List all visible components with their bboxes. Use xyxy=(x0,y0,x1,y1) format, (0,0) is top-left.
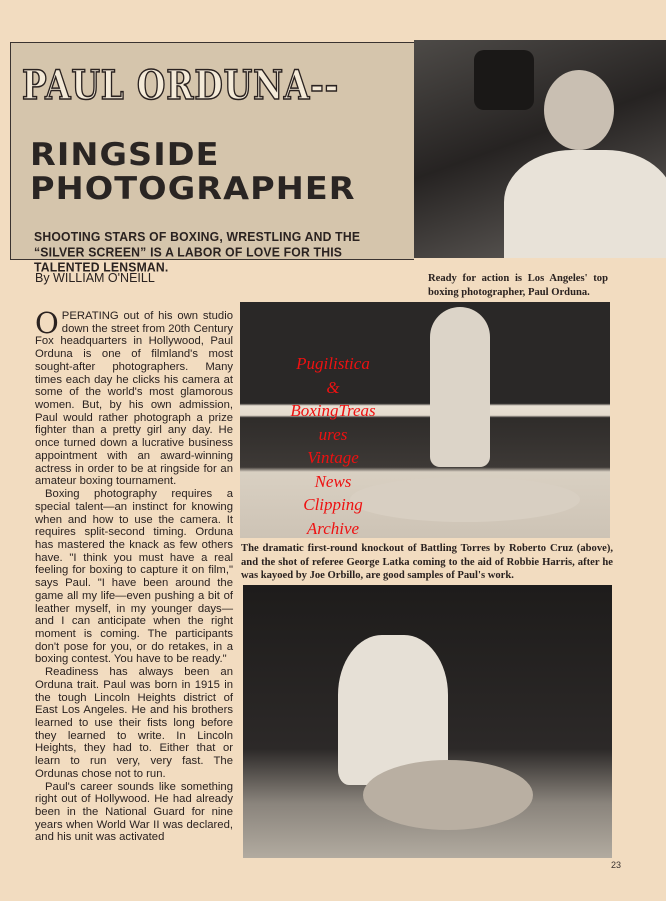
paragraph xyxy=(35,306,233,488)
caption-fight-photos: The dramatic first-round knockout of Battling Torres by Roberto Cruz (above), and the shot of referee George Latka coming to the aid of Robbie Harris, after he was kayoed by Joe Orbillo, are good samples of Paul's work. xyxy=(241,543,613,581)
watermark-line: Archive xyxy=(306,518,360,538)
watermark-line: Pugilistica xyxy=(296,354,370,373)
page-number: 23 xyxy=(611,860,622,870)
photo-figure-shirt xyxy=(504,150,666,258)
watermark-line: & xyxy=(326,377,340,397)
title-headline xyxy=(30,138,356,206)
photo-referee xyxy=(243,585,612,858)
byline: By WILLIAM O'NEILL xyxy=(35,271,155,285)
watermark-line: News xyxy=(314,471,352,491)
paragraph: Readiness has always been an Orduna trait. Paul was born in 1915 in the tough Lincoln Heights district of East Los Angeles. He and his brothers learned to use their fists long before they learned to write. In Lincoln Heights, they had to. Either that or learn to run very, very fast. The Ordunas chose not to run. xyxy=(35,666,233,780)
caption-top-photo: Ready for action is Los Angeles' top boxing photographer, Paul Orduna. xyxy=(428,273,608,298)
watermark-line: BoxingTreas xyxy=(290,401,376,420)
photo-figure-head xyxy=(544,70,614,150)
drop-cap: O xyxy=(35,306,59,340)
photo-fallen-boxer xyxy=(363,760,533,830)
title-name: PAUL ORDUNA-- xyxy=(22,62,340,109)
watermark-line: Vintage xyxy=(307,448,359,467)
watermark xyxy=(268,352,398,540)
watermark-line: ures xyxy=(318,424,348,444)
photo-boxer-standing xyxy=(430,307,490,467)
article-body xyxy=(35,306,233,844)
photo-orduna-with-camera xyxy=(414,40,666,258)
title-line-photographer: PHOTOGRAPHER xyxy=(30,171,356,207)
paragraph: Boxing photography requires a special talent—an instinct for knowing when and how to use the camera. It requires split-second timing. Orduna has mastered the knack as few others have. "I think you must have a real feeling for boxing to capture it on film," says Paul. "I have been around the game all my life—even pushing a bit of leather myself, in my younger days—and I can anticipate when the right moment is coming. The participants don't pose for you, or do retakes, in a boxing contest. You have to be ready." xyxy=(35,488,233,666)
paragraph: Paul's career sounds like something right out of Hollywood. He had already been in the National Guard for nine years when World War II was declared, and his unit was activated xyxy=(35,780,233,844)
watermark-line: Clipping xyxy=(303,495,363,514)
paragraph-text: PERATING out of his own studio down the street from 20th Century Fox headquarters in Hollywood, Paul Orduna is one of filmland's most sought-after photographers. Many times each day he clicks his camera at some of the world's most glamorous women. But, by his own admission, Paul would rather photograph a prize fighter than a pretty girl any day. He once turned down a lucrative business appointment with an award-winning actress in order to be at ringside for an amateur boxing tournament. xyxy=(35,310,233,488)
camera-icon xyxy=(474,50,534,110)
subtitle: SHOOTING STARS OF BOXING, WRESTLING AND THE “SILVER SCREEN” IS A LABOR OF LOVE FOR THIS TALENTED LENSMAN. xyxy=(34,229,361,275)
title-line-ringside: RINGSIDE xyxy=(30,137,220,173)
